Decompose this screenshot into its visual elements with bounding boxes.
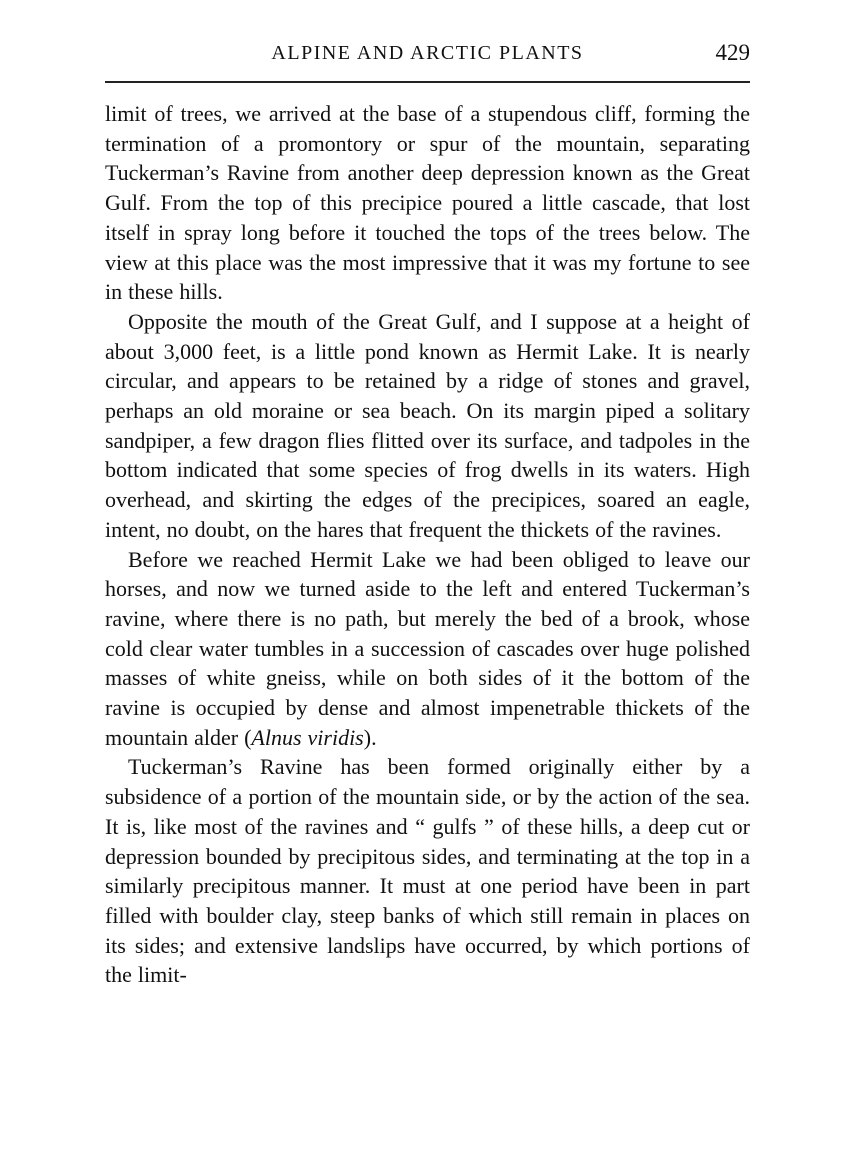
header-rule bbox=[105, 81, 750, 83]
paragraph-3-text: Before we reached Hermit Lake we had been obliged to leave our horses, and now we turned aside to the left and entered Tuckerman’s ravine, where there is no path, but merely the bed of a brook, whose cold clear water tumbles in a succession of cascades over huge polished masses of white gneiss, while on both sides of it the bottom of the ravine is occupied by dense and almost impenetrable thickets of the mountain alder ( bbox=[105, 546, 750, 750]
species-name-italic: Alnus viridis bbox=[251, 724, 364, 750]
paragraph-2: Opposite the mouth of the Great Gulf, and I suppose at a height of about 3,000 feet, is a little pond known as Hermit Lake. It is nearly circular, and appears to be retained by a ridge of stones and gravel, perhaps an old moraine or sea beach. On its margin piped a solitary sandpiper, a few dragon flies flitted over its surface, and tadpoles in the bottom indicated that some species of frog dwells in its waters. High overhead, and skirting the edges of the precipices, soared an eagle, intent, no doubt, on the hares that frequent the thickets of the ravines. bbox=[105, 308, 750, 542]
body-text bbox=[105, 99, 750, 990]
paragraph-4: Tuckerman’s Ravine has been formed originally either by a subsidence of a portion of the mountain side, or by the action of the sea. It is, like most of the ravines and “ gulfs ” of these hills, a deep cut or depression bounded by precipitous sides, and terminating at the top in a similarly precipitous manner. It must at one period have been in part filled with boulder clay, steep banks of which still remain in places on its sides; and extensive landslips have occurred, by which portions of the limit- bbox=[105, 754, 750, 988]
paragraph-3 bbox=[105, 545, 750, 753]
running-title: ALPINE AND ARCTIC PLANTS bbox=[271, 42, 584, 64]
paragraph-1: limit of trees, we arrived at the base of a stupendous cliff, forming the termination of a promontory or spur of the mountain, separating Tuckerman’s Ravine from another deep depression known as the Great Gulf. From the top of this precipice poured a little cascade, that lost itself in spray long before it touched the tops of the trees below. The view at this place was the most impressive that it was my fortune to see in these hills. bbox=[105, 101, 750, 305]
running-head bbox=[105, 40, 750, 76]
paragraph-3-closing: ). bbox=[363, 724, 377, 750]
page-number: 429 bbox=[715, 40, 750, 65]
